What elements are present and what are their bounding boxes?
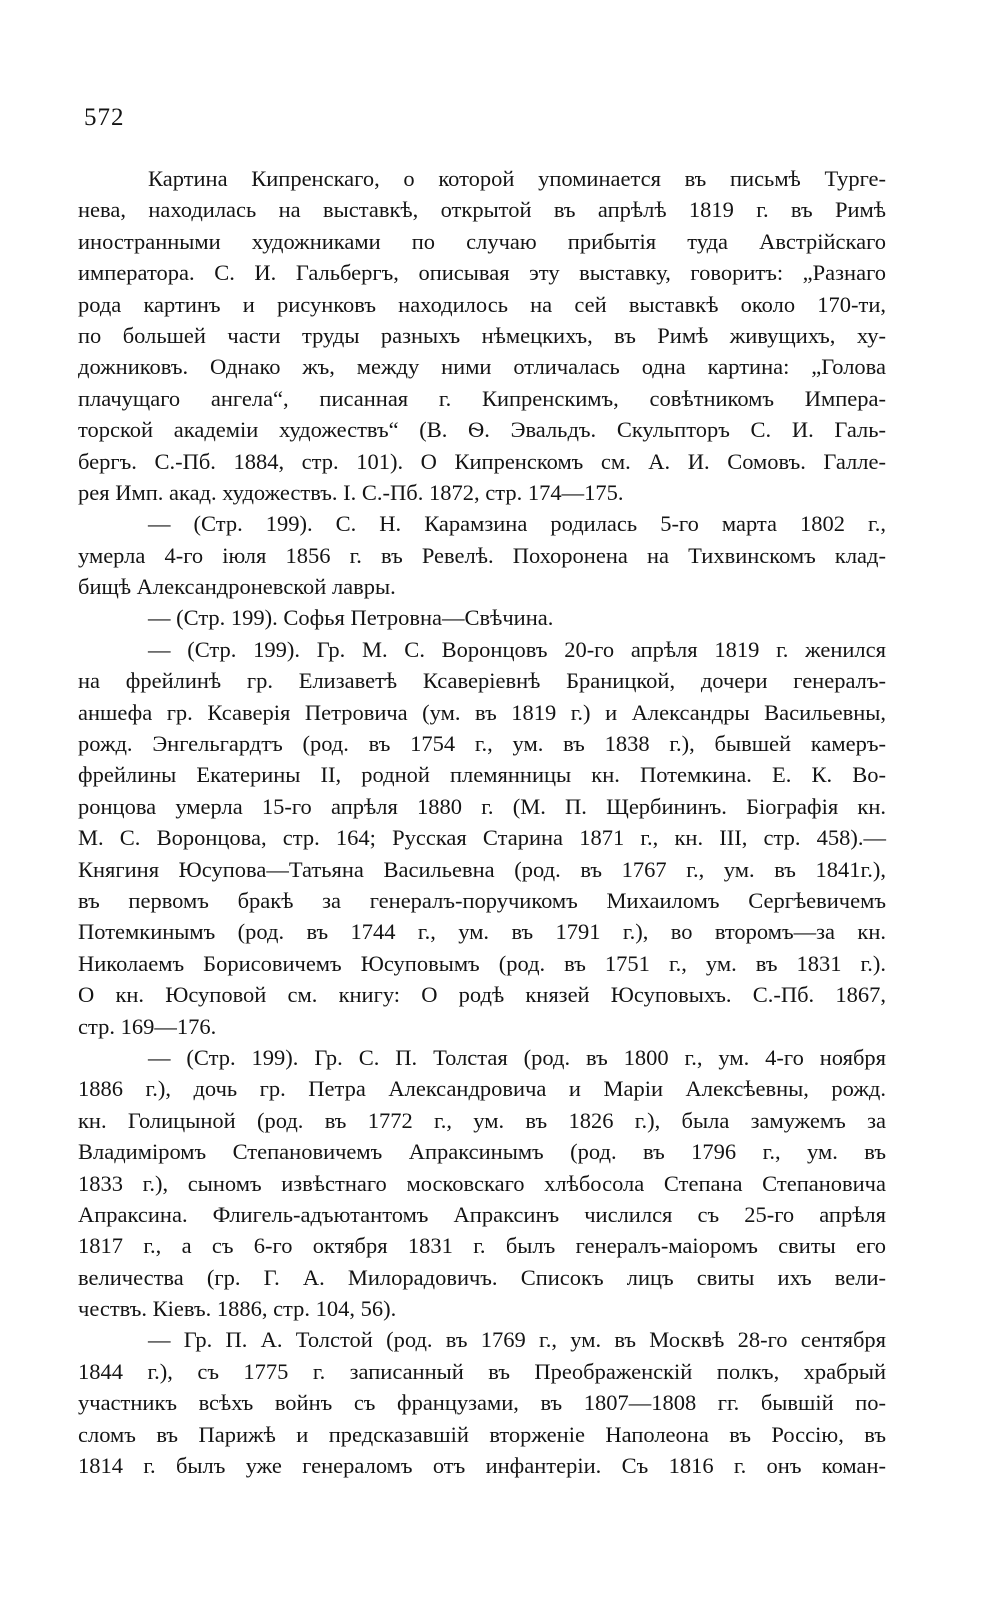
text-line: на фрейлинѣ гр. Елизаветѣ Ксаверіевнѣ Браницкой, дочери генералъ-	[78, 668, 886, 694]
text-line: 1844 г.), съ 1775 г. записанный въ Преображенскій полкъ, храбрый	[78, 1358, 886, 1384]
text-line: иностранными художниками по случаю прибытія туда Австрійскаго	[78, 228, 886, 254]
text-line: фрейлины Екатерины II, родной племянницы кн. Потемкина. Е. К. Во-	[78, 762, 886, 788]
text-line: О кн. Юсуповой см. книгу: О родѣ князей Юсуповыхъ. С.-Пб. 1867,	[78, 982, 886, 1008]
text-line: Потемкинымъ (род. въ 1744 г., ум. въ 1791 г.), во второмъ—за кн.	[78, 919, 886, 945]
text-line: — (Стр. 199). Гр. С. П. Толстая (род. въ 1800 г., ум. 4-го ноября	[148, 1044, 886, 1070]
text-line: императора. С. И. Гальбергъ, описывая эту выставку, говоритъ: „Разнаго	[78, 260, 886, 286]
text-line: — (Стр. 199). С. Н. Карамзина родилась 5-го марта 1802 г.,	[148, 511, 886, 537]
text-line: стр. 169—176.	[78, 1013, 217, 1039]
text-line: ронцова умерла 15-го апрѣля 1880 г. (М. П. Щербининъ. Біографія кн.	[78, 793, 886, 819]
text-line: рожд. Энгельгардтъ (род. въ 1754 г., ум. въ 1838 г.), бывшей камеръ-	[78, 731, 886, 757]
text-line: бищѣ Александроневской лавры.	[78, 574, 396, 600]
text-line: Николаемъ Борисовичемъ Юсуповымъ (род. въ 1751 г., ум. въ 1831 г.).	[78, 950, 886, 976]
text-line: Картина Кипренскаго, о которой упоминается въ письмѣ Турге-	[148, 166, 886, 191]
text-line: бергъ. С.-Пб. 1884, стр. 101). О Кипренскомъ см. А. И. Сомовъ. Галле-	[78, 448, 886, 474]
text-line: 1814 г. былъ уже генераломъ отъ инфантеріи. Съ 1816 г. онъ коман-	[78, 1453, 886, 1479]
text-line: величества (гр. Г. А. Милорадовичъ. Списокъ лицъ свиты ихъ вели-	[78, 1264, 886, 1290]
text-line: нева, находилась на выставкѣ, открытой въ апрѣлѣ 1819 г. въ Римѣ	[78, 197, 886, 223]
text-line: рода картинъ и рисунковъ находилось на сей выставкѣ около 170-ти,	[78, 291, 886, 317]
text-line: дожниковъ. Однако жъ, между ними отличалась одна картина: „Голова	[78, 354, 886, 380]
text-line: чествъ. Кіевъ. 1886, стр. 104, 56).	[78, 1296, 397, 1322]
text-line: кн. Голицыной (род. въ 1772 г., ум. въ 1826 г.), была замужемъ за	[78, 1107, 886, 1133]
text-line: участникъ всѣхъ войнъ съ французами, въ 1807—1808 гг. бывшій по-	[78, 1390, 886, 1416]
text-line: умерла 4-го іюля 1856 г. въ Ревелѣ. Похоронена на Тихвинскомъ клад-	[78, 542, 886, 568]
text-line: 1833 г.), сыномъ извѣстнаго московскаго хлѣбосола Степана Степановича	[78, 1170, 886, 1196]
text-line: М. С. Воронцова, стр. 164; Русская Старина 1871 г., кн. III, стр. 458).—	[78, 825, 886, 851]
page-number: 572	[84, 104, 125, 131]
text-line: Апраксина. Флигель-адъютантомъ Апраксинъ числился съ 25-го апрѣля	[78, 1201, 886, 1227]
text-line: — (Стр. 199). Софья Петровна—Свѣчина.	[148, 605, 554, 631]
text-line: сломъ въ Парижѣ и предсказавшій вторженіе Наполеона въ Россію, въ	[78, 1421, 886, 1447]
text-line: 1817 г., а съ 6-го октября 1831 г. былъ генералъ-маіоромъ свиты его	[78, 1233, 886, 1259]
text-line: по большей части труды разныхъ нѣмецкихъ, въ Римѣ живущихъ, ху-	[78, 322, 886, 348]
text-line: — Гр. П. А. Толстой (род. въ 1769 г., ум. въ Москвѣ 28-го сентября	[148, 1327, 886, 1353]
text-line: Владиміромъ Степановичемъ Апраксинымъ (род. въ 1796 г., ум. въ	[78, 1139, 886, 1165]
body-text	[78, 163, 886, 1481]
text-line: плачущаго ангела“, писанная г. Кипренскимъ, совѣтникомъ Импера-	[78, 385, 886, 411]
text-line: рея Имп. акад. художествъ. I. С.-Пб. 1872, стр. 174—175.	[78, 479, 624, 505]
text-line: 1886 г.), дочь гр. Петра Александровича и Маріи Алексѣевны, рожд.	[78, 1076, 886, 1102]
text-line: Княгиня Юсупова—Татьяна Васильевна (род. въ 1767 г., ум. въ 1841г.),	[78, 856, 886, 882]
text-line: въ первомъ бракѣ за генералъ-поручикомъ Михаиломъ Сергѣевичемъ	[78, 887, 886, 913]
text-line: аншефа гр. Ксаверія Петровича (ум. въ 1819 г.) и Александры Васильевны,	[78, 699, 886, 725]
text-line: торской академіи художествъ“ (В. Ѳ. Эвальдъ. Скульпторъ С. И. Галь-	[78, 417, 886, 443]
text-line: — (Стр. 199). Гр. М. С. Воронцовъ 20-го апрѣля 1819 г. женился	[148, 636, 886, 662]
